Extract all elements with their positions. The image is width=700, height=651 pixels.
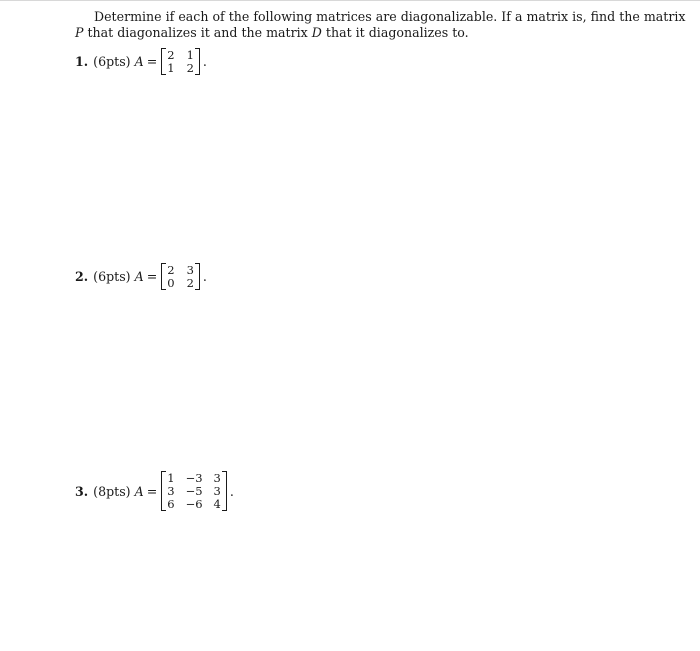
problem-1 bbox=[75, 48, 207, 75]
matrix-cell: 1 bbox=[167, 61, 175, 75]
matrix-variable: A bbox=[134, 54, 144, 69]
matrix-2x2 bbox=[161, 48, 200, 75]
matrix-entries bbox=[166, 48, 195, 75]
matrix-cell: 3 bbox=[213, 471, 221, 485]
matrix-cell: 3 bbox=[167, 484, 175, 498]
problem-number: 3. bbox=[75, 483, 89, 499]
matrix-cell: −3 bbox=[185, 471, 203, 485]
problem-points: (6pts) bbox=[93, 269, 131, 284]
matrix-cell: −6 bbox=[185, 497, 203, 511]
matrix-variable: A bbox=[134, 483, 144, 499]
equals-sign: = bbox=[146, 269, 158, 284]
matrix-3x3 bbox=[161, 471, 227, 511]
matrix-p-symbol: P bbox=[75, 25, 84, 40]
matrix-2x2 bbox=[161, 263, 200, 290]
instructions-line-2 bbox=[75, 25, 645, 41]
equals-sign: = bbox=[146, 483, 158, 499]
problem-points: (6pts) bbox=[93, 54, 131, 69]
right-bracket bbox=[195, 48, 200, 75]
matrix-cell: 6 bbox=[167, 497, 175, 511]
problem-points: (8pts) bbox=[93, 483, 131, 499]
problem-number: 2. bbox=[75, 269, 89, 284]
problem-number: 1. bbox=[75, 54, 89, 69]
matrix-cell: 2 bbox=[167, 263, 175, 277]
problem-2 bbox=[75, 263, 207, 290]
matrix-cell: 3 bbox=[213, 484, 221, 498]
instructions-line-1: Determine if each of the following matrices are diagonalizable. If a matrix is, find the matrix bbox=[94, 9, 686, 24]
matrix-cell: 2 bbox=[186, 61, 194, 75]
matrix-cell: 1 bbox=[167, 471, 175, 485]
matrix-cell: 2 bbox=[167, 48, 175, 62]
matrix-entries bbox=[166, 263, 195, 290]
instructions-line-2-end: that it diagonalizes to. bbox=[321, 25, 469, 40]
matrix-cell: −5 bbox=[185, 484, 203, 498]
matrix-cell: 4 bbox=[213, 497, 221, 511]
instructions-line-2-mid: that diagonalizes it and the matrix bbox=[83, 25, 312, 40]
matrix-entries bbox=[166, 471, 222, 511]
right-bracket bbox=[222, 471, 227, 511]
page-top-border bbox=[0, 0, 700, 1]
right-bracket bbox=[195, 263, 200, 290]
problem-3 bbox=[75, 471, 234, 511]
matrix-cell: 0 bbox=[167, 276, 175, 290]
matrix-d-symbol: D bbox=[311, 25, 322, 40]
terminator-period: . bbox=[229, 483, 234, 499]
equals-sign: = bbox=[146, 54, 158, 69]
matrix-variable: A bbox=[134, 269, 144, 284]
matrix-cell: 1 bbox=[186, 48, 194, 62]
instructions-paragraph bbox=[75, 9, 686, 41]
matrix-cell: 2 bbox=[186, 276, 194, 290]
terminator-period: . bbox=[202, 269, 207, 284]
terminator-period: . bbox=[202, 54, 207, 69]
matrix-cell: 3 bbox=[186, 263, 194, 277]
